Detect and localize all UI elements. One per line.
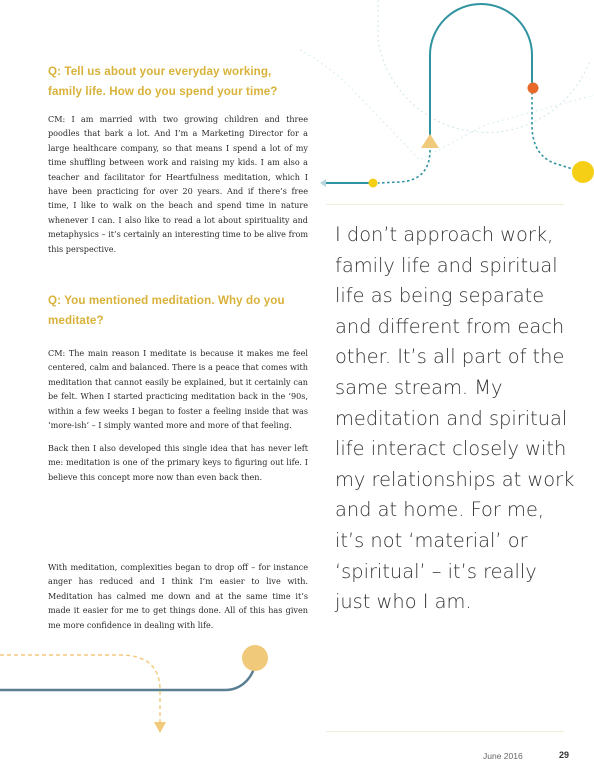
dotted-teal-path — [532, 92, 585, 172]
answer-paragraph-1: CM: I am married with two growing children and three poodles that bark a lot. And I’m a Marketing Director for a large healthcare company, so that means I spend a lot of my time shuffling between work and raising my kids. I am also a teacher and facilitator for Heartfulness meditation, which I have been practicing for over 20 years. And if there’s free time, I like to walk on the beach and spend time in nature whenever I can. I also like to read a lot about spirituality and metaphysics – it’s certainly an interesting time to be alive from this perspective. — [48, 114, 308, 254]
teal-arch — [430, 4, 532, 142]
orange-dot — [528, 83, 539, 94]
small-yellow-dot — [369, 179, 378, 188]
slate-curve — [0, 660, 255, 690]
dotted-yellow-path — [378, 150, 430, 183]
sun-circle — [572, 161, 594, 183]
peach-circle — [242, 645, 268, 671]
footer-page-number: 29 — [559, 750, 570, 760]
footer-issue-date: June 2016 — [483, 751, 523, 761]
answer-paragraph-3: Back then I also developed this single idea that has never left me: meditation is one of the primary keys to figuring out life. I believe this concept more now than even back then. — [48, 443, 308, 482]
dashed-peach-path — [0, 655, 160, 722]
question-heading-2: Q: You mentioned meditation. Why do you meditate? — [48, 294, 285, 327]
dotted-curve-bg — [300, 50, 594, 160]
dotted-arc-bg — [378, 0, 590, 132]
peach-arrow-down-icon — [154, 722, 166, 733]
pull-quote-bottom-rule — [326, 731, 564, 732]
arrow-left-icon — [320, 179, 326, 187]
answer-paragraph-2: CM: The main reason I meditate is because it makes me feel centered, calm and balanced. There is a peace that comes with meditation that cannot easily be explained, but it certainly can be felt. When I started practicing meditation back in the ’90s, within a few weeks I began to foster a feeling inside that was ‘more-ish’ – I simply wanted more and more of that feeling. — [48, 348, 308, 431]
answer-paragraph-4: With meditation, complexities began to drop off – for instance anger has reduced and I think I’m easier to live with. Meditation has calmed me down and at the same time it’s made it easier for me to get things done. All of this has given me more confidence in dealing with life. — [48, 562, 308, 630]
yellow-triangle-icon — [421, 134, 439, 148]
question-heading-1: Q: Tell us about your everyday working, family life. How do you spend your time? — [48, 65, 278, 98]
pull-quote: I don’t approach work, family life and spiritual life as being separate and different from each other. It’s all part of the same stream. My meditation and spiritual life interact closely with my relationships at work and at home. For me, it’s not ‘material’ or ‘spiritual’ – it’s really just who I am. — [335, 223, 575, 614]
pull-quote-top-rule — [326, 204, 564, 205]
